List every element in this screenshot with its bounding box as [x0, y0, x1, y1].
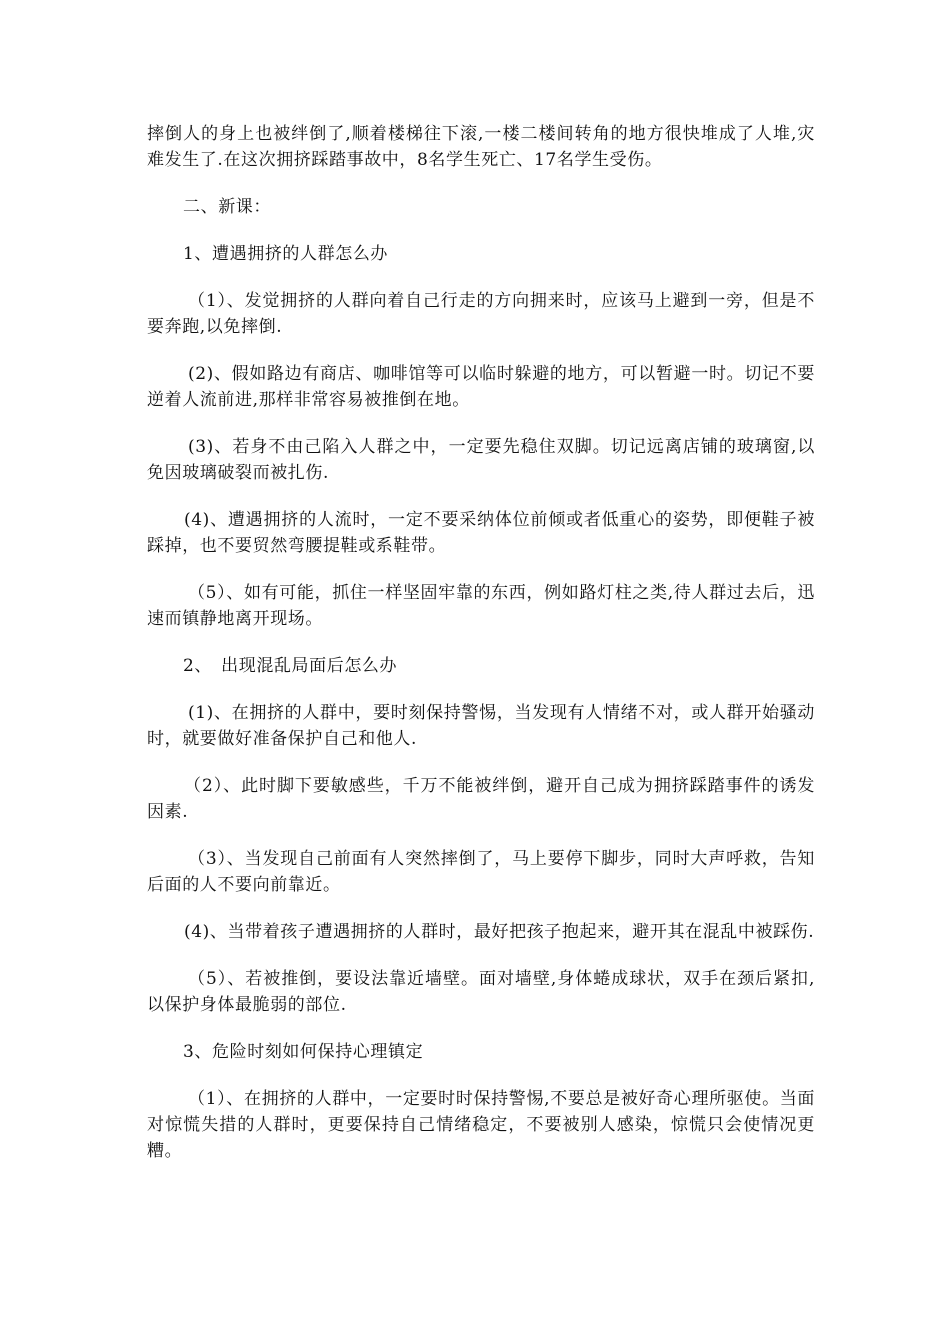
document-body [147, 121, 815, 1164]
list-item: (1)、在拥挤的人群中，要时刻保持警惕，当发现有人情绪不对，或人群开始骚动时，就要做好准备保护自己和他人. [147, 703, 815, 749]
list-item: (3)、若身不由己陷入人群之中，一定要先稳住双脚。切记远离店铺的玻璃窗,以免因玻璃破裂而被扎伤. [147, 437, 815, 483]
list-item: (2)、假如路边有商店、咖啡馆等可以临时躲避的地方，可以暂避一时。切记不要逆着人流前进,那样非常容易被推倒在地。 [147, 364, 815, 410]
list-item: （3）、当发现自己前面有人突然摔倒了，马上要停下脚步，同时大声呼救，告知后面的人不要向前靠近。 [147, 849, 815, 895]
list-item: (4)、当带着孩子遭遇拥挤的人群时，最好把孩子抱起来，避开其在混乱中被踩伤. [184, 922, 815, 942]
section-heading-new-lesson: 二、新课： [183, 197, 271, 217]
list-item: （5）、若被推倒，要设法靠近墙壁。面对墙壁,身体蜷成球状，双手在颈后紧扣,以保护身体最脆弱的部位. [147, 969, 815, 1015]
list-item: （1）、发觉拥挤的人群向着自己行走的方向拥来时，应该马上避到一旁，但是不要奔跑,以免摔倒. [147, 291, 815, 337]
subsection-heading-calm: 3、危险时刻如何保持心理镇定 [183, 1042, 424, 1062]
list-item: (4)、遭遇拥挤的人流时，一定不要采纳体位前倾或者低重心的姿势，即便鞋子被踩掉，也不要贸然弯腰提鞋或系鞋带。 [147, 510, 815, 556]
list-item: （5）、如有可能，抓住一样坚固牢靠的东西，例如路灯柱之类,待人群过去后，迅速而镇静地离开现场。 [147, 583, 815, 629]
subsection-heading-chaos: 2、 出现混乱局面后怎么办 [183, 656, 398, 676]
paragraph-lead: 摔倒人的身上也被绊倒了,顺着楼梯往下滚,一楼二楼间转角的地方很快堆成了人堆,灾难发生了.在这次拥挤踩踏事故中，8名学生死亡、17名学生受伤。 [147, 124, 816, 170]
list-item: （2）、此时脚下要敏感些，千万不能被绊倒，避开自己成为拥挤踩踏事件的诱发因素. [147, 776, 815, 822]
list-item: （1）、在拥挤的人群中，一定要时时保持警惕,不要总是被好奇心理所驱使。当面对惊慌失措的人群时，更要保持自己情绪稳定，不要被别人感染，惊慌只会使情况更糟。 [147, 1089, 815, 1161]
subsection-heading-crowd: 1、遭遇拥挤的人群怎么办 [183, 244, 389, 264]
